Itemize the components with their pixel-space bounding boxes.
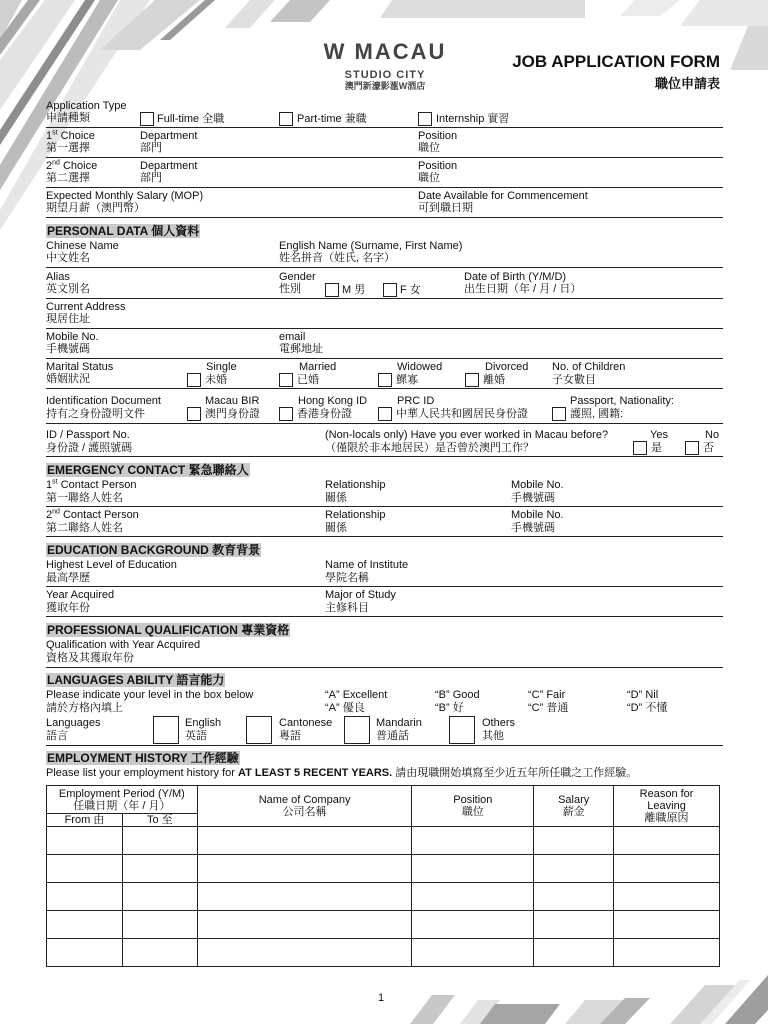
passport-checkbox[interactable]	[552, 407, 566, 421]
children-label: No. of Children	[552, 361, 626, 373]
employment-cell[interactable]	[197, 939, 412, 967]
single-label-zh: 未婚	[205, 374, 227, 386]
application-type-label: Application Type	[46, 100, 127, 112]
contact1-label-zh: 第一聯絡人姓名	[46, 492, 123, 504]
mandarin-level-box[interactable]	[344, 716, 370, 744]
widowed-label: Widowed	[397, 361, 443, 373]
page-number: 1	[378, 992, 385, 1004]
worked-macau-label-zh: （僅限於非本地居民）是否曾於澳門工作？	[325, 442, 534, 454]
worked-no-checkbox[interactable]	[685, 441, 699, 455]
divorced-checkbox[interactable]	[465, 373, 479, 387]
salary-label-zh: 期望月薪（澳門幣）	[46, 202, 145, 214]
employment-cell[interactable]	[412, 939, 534, 967]
dept-label-1: Department	[140, 130, 198, 142]
brand-sub-zh: 澳門新濠影滙W酒店	[344, 81, 426, 91]
worked-macau-label: (Non-locals only) Have you ever worked in Macau before?	[325, 429, 609, 441]
contact1-label: 1st Contact Person	[46, 478, 137, 491]
year-acquired-label: Year Acquired	[46, 589, 115, 601]
qualification-label-zh: 資格及其獲取年份	[46, 652, 134, 664]
languages-heading: LANGUAGES ABILITY 語言能力	[47, 673, 225, 687]
period-header: Employment Period (Y/M) 任職日期（年 / 月）	[47, 786, 198, 814]
others-level-box[interactable]	[449, 716, 475, 744]
grade-b-label-zh: “B” 好	[435, 702, 464, 714]
employment-cell[interactable]	[197, 855, 412, 883]
single-checkbox[interactable]	[187, 373, 201, 387]
relationship1-label-zh: 關係	[325, 492, 347, 504]
dept-label-2: Department	[140, 160, 198, 172]
position-label-2: Position	[418, 160, 458, 172]
grade-d-label: “D” Nil	[627, 689, 659, 701]
english-level-box[interactable]	[153, 716, 179, 744]
id-document-label-zh: 持有之身份證明文件	[46, 408, 145, 420]
yes-label-zh: 是	[651, 442, 662, 454]
cantonese-label-zh: 粵語	[279, 730, 301, 742]
chinese-name-label: Chinese Name	[46, 240, 119, 252]
chinese-name-label-zh: 中文姓名	[46, 252, 90, 264]
others-label: Others	[482, 717, 516, 729]
employment-cell[interactable]	[534, 855, 614, 883]
contact2-label: 2nd Contact Person	[46, 508, 139, 521]
hk-id-label-zh: 香港身份證	[297, 408, 352, 420]
address-label: Current Address	[46, 301, 126, 313]
salary-header: Salary 薪金	[534, 786, 614, 827]
second-choice-label-zh: 第二選擇	[46, 172, 90, 184]
languages-label: Languages	[46, 717, 101, 729]
employment-cell[interactable]	[412, 911, 534, 939]
married-label-zh: 已婚	[297, 374, 319, 386]
others-label-zh: 其他	[482, 730, 504, 742]
position-label-1: Position	[418, 130, 458, 142]
position-header: Position 職位	[412, 786, 534, 827]
email-label-zh: 電郵地址	[279, 343, 323, 355]
from-header: From 由	[47, 814, 123, 827]
available-date-label: Date Available for Commencement	[418, 190, 588, 202]
form-title: JOB APPLICATION FORM	[512, 52, 720, 71]
widowed-checkbox[interactable]	[378, 373, 392, 387]
position-label-1-zh: 職位	[418, 142, 440, 154]
prc-id-label: PRC ID	[397, 395, 435, 407]
single-label: Single	[206, 361, 237, 373]
english-name-label-zh: 姓名拼音（姓氏, 名字）	[279, 252, 396, 264]
dept-label-1-zh: 部門	[140, 142, 162, 154]
employment-cell[interactable]	[412, 883, 534, 911]
employment-cell[interactable]	[197, 911, 412, 939]
grade-b-label: “B” Good	[435, 689, 480, 701]
passport-label-zh: 護照, 國籍:	[570, 408, 624, 420]
female-checkbox[interactable]	[383, 283, 397, 297]
employment-cell[interactable]	[122, 883, 197, 911]
no-label: No	[705, 429, 720, 441]
id-number-label-zh: 身份證 / 護照號碼	[46, 442, 133, 454]
professional-heading: PROFESSIONAL QUALIFICATION 專業資格	[47, 623, 290, 637]
employment-row	[47, 939, 720, 967]
employment-cell[interactable]	[412, 855, 534, 883]
employment-table	[46, 785, 720, 967]
employment-cell[interactable]	[412, 827, 534, 855]
mobile-label: Mobile No.	[46, 331, 99, 343]
second-choice-label: 2nd Choice	[46, 159, 98, 172]
employment-row	[47, 883, 720, 911]
part-time-checkbox[interactable]	[279, 112, 293, 126]
relationship2-label-zh: 關係	[325, 522, 347, 534]
employment-row	[47, 911, 720, 939]
major-label-zh: 主修科目	[325, 602, 369, 614]
mobile-label-zh: 手機號碼	[46, 343, 90, 355]
language-instruction-zh: 請於方格內填上	[46, 702, 123, 714]
female-label: F 女	[400, 284, 421, 296]
full-time-checkbox[interactable]	[140, 112, 154, 126]
qualification-label: Qualification with Year Acquired	[46, 639, 201, 651]
dob-label-zh: 出生日期（年 / 月 / 日）	[464, 283, 582, 295]
id-document-label: Identification Document	[46, 395, 161, 407]
brand-name: W MACAU	[323, 39, 447, 64]
alias-label-zh: 英文別名	[46, 283, 90, 295]
widowed-label-zh: 鰥寡	[396, 374, 418, 386]
language-instruction: Please indicate your level in the box below	[46, 689, 254, 701]
employment-cell[interactable]	[47, 827, 123, 855]
contact1-mobile-label-zh: 手機號碼	[511, 492, 555, 504]
mandarin-label: Mandarin	[376, 717, 422, 729]
year-acquired-label-zh: 獲取年份	[46, 602, 90, 614]
grade-a-label: “A” Excellent	[325, 689, 388, 701]
dob-label: Date of Birth (Y/M/D)	[464, 271, 567, 283]
alias-label: Alias	[46, 271, 70, 283]
education-level-label: Highest Level of Education	[46, 559, 177, 571]
employment-cell[interactable]	[47, 855, 123, 883]
grade-c-label: “C” Fair	[528, 689, 566, 701]
address-label-zh: 現居住址	[46, 313, 90, 325]
worked-yes-checkbox[interactable]	[633, 441, 647, 455]
cantonese-level-box[interactable]	[246, 716, 272, 744]
employment-cell[interactable]	[122, 911, 197, 939]
macau-bir-label: Macau BIR	[205, 395, 260, 407]
employment-cell[interactable]	[534, 911, 614, 939]
no-label-zh: 否	[703, 442, 714, 454]
prc-id-checkbox[interactable]	[378, 407, 392, 421]
gender-label: Gender	[279, 271, 316, 283]
hk-id-label: Hong Kong ID	[298, 395, 368, 407]
employment-cell[interactable]	[197, 883, 412, 911]
married-checkbox[interactable]	[279, 373, 293, 387]
male-checkbox[interactable]	[325, 283, 339, 297]
position-label-2-zh: 職位	[418, 172, 440, 184]
education-heading: EDUCATION BACKGROUND 教育背景	[47, 543, 261, 557]
relationship2-label: Relationship	[325, 509, 386, 521]
divorced-label: Divorced	[485, 361, 529, 373]
institute-label-zh: 學院名稱	[325, 572, 369, 584]
hotel-logo	[310, 40, 460, 92]
dept-label-2-zh: 部門	[140, 172, 162, 184]
brand-sub: STUDIO CITY	[344, 69, 426, 81]
company-header: Name of Company 公司名稱	[197, 786, 412, 827]
prc-id-label-zh: 中華人民共和國居民身份證	[396, 408, 528, 420]
gender-label-zh: 性別	[279, 283, 301, 295]
full-time-label: Full-time 全職	[157, 113, 225, 125]
children-label-zh: 子女數目	[552, 374, 596, 386]
employment-heading: EMPLOYMENT HISTORY 工作經驗	[47, 751, 239, 765]
cantonese-label: Cantonese	[279, 717, 333, 729]
mandarin-label-zh: 普通話	[376, 730, 409, 742]
yes-label: Yes	[650, 429, 668, 441]
salary-label: Expected Monthly Salary (MOP)	[46, 190, 204, 202]
emergency-heading: EMERGENCY CONTACT 緊急聯絡人	[47, 463, 249, 477]
contact2-mobile-label: Mobile No.	[511, 509, 564, 521]
divorced-label-zh: 離婚	[483, 374, 505, 386]
major-label: Major of Study	[325, 589, 396, 601]
employment-cell[interactable]	[534, 939, 614, 967]
email-label: email	[279, 331, 306, 343]
languages-label-zh: 語言	[46, 730, 68, 742]
first-choice-label-zh: 第一選擇	[46, 142, 90, 154]
available-date-label-zh: 可到職日期	[418, 202, 473, 214]
english-name-label: English Name (Surname, First Name)	[279, 240, 463, 252]
grade-c-label-zh: “C” 普通	[528, 702, 569, 714]
employment-cell[interactable]	[122, 939, 197, 967]
grade-d-label-zh: “D” 不懂	[627, 702, 668, 714]
contact2-mobile-label-zh: 手機號碼	[511, 522, 555, 534]
married-label: Married	[299, 361, 337, 373]
employment-cell[interactable]	[197, 827, 412, 855]
employment-note: Please list your employment history for AT LEAST 5 RECENT YEARS. 請由現職開始填寫至少近五年所任職之工作經驗。	[46, 767, 638, 779]
relationship1-label: Relationship	[325, 479, 386, 491]
form-title-zh: 職位申請表	[654, 76, 720, 91]
contact2-label-zh: 第二聯絡人姓名	[46, 522, 123, 534]
employment-cell[interactable]	[614, 855, 720, 883]
employment-cell[interactable]	[614, 883, 720, 911]
english-label-zh: 英語	[185, 730, 207, 742]
education-level-label-zh: 最高學歷	[46, 572, 90, 584]
employment-cell[interactable]	[534, 883, 614, 911]
employment-row	[47, 855, 720, 883]
english-label: English	[185, 717, 222, 729]
employment-cell[interactable]	[614, 939, 720, 967]
macau-bir-label-zh: 澳門身份證	[205, 408, 260, 420]
hk-id-checkbox[interactable]	[279, 407, 293, 421]
employment-cell[interactable]	[534, 827, 614, 855]
marital-label-zh: 婚姻狀況	[46, 373, 90, 385]
to-header: To 至	[122, 814, 197, 827]
macau-bir-checkbox[interactable]	[187, 407, 201, 421]
employment-cell[interactable]	[614, 911, 720, 939]
institute-label: Name of Institute	[325, 559, 409, 571]
first-choice-label: 1st Choice	[46, 129, 95, 142]
internship-label: Internship 實習	[436, 113, 510, 125]
contact1-mobile-label: Mobile No.	[511, 479, 564, 491]
part-time-label: Part-time 兼職	[297, 113, 367, 125]
employment-cell[interactable]	[614, 827, 720, 855]
employment-cell[interactable]	[47, 883, 123, 911]
employment-cell[interactable]	[47, 911, 123, 939]
passport-label: Passport, Nationality:	[570, 395, 674, 407]
personal-data-heading: PERSONAL DATA 個人資料	[47, 224, 200, 238]
id-number-label: ID / Passport No.	[46, 429, 130, 441]
male-label: M 男	[342, 284, 366, 296]
internship-checkbox[interactable]	[418, 112, 432, 126]
reason-header: Reason for Leaving 離職原因	[614, 786, 720, 827]
application-type-label-zh: 申請種類	[46, 112, 90, 124]
employment-cell[interactable]	[122, 855, 197, 883]
employment-row	[47, 827, 720, 855]
employment-cell[interactable]	[122, 827, 197, 855]
marital-label: Marital Status	[46, 361, 114, 373]
grade-a-label-zh: “A” 優良	[325, 702, 365, 714]
employment-cell[interactable]	[47, 939, 123, 967]
